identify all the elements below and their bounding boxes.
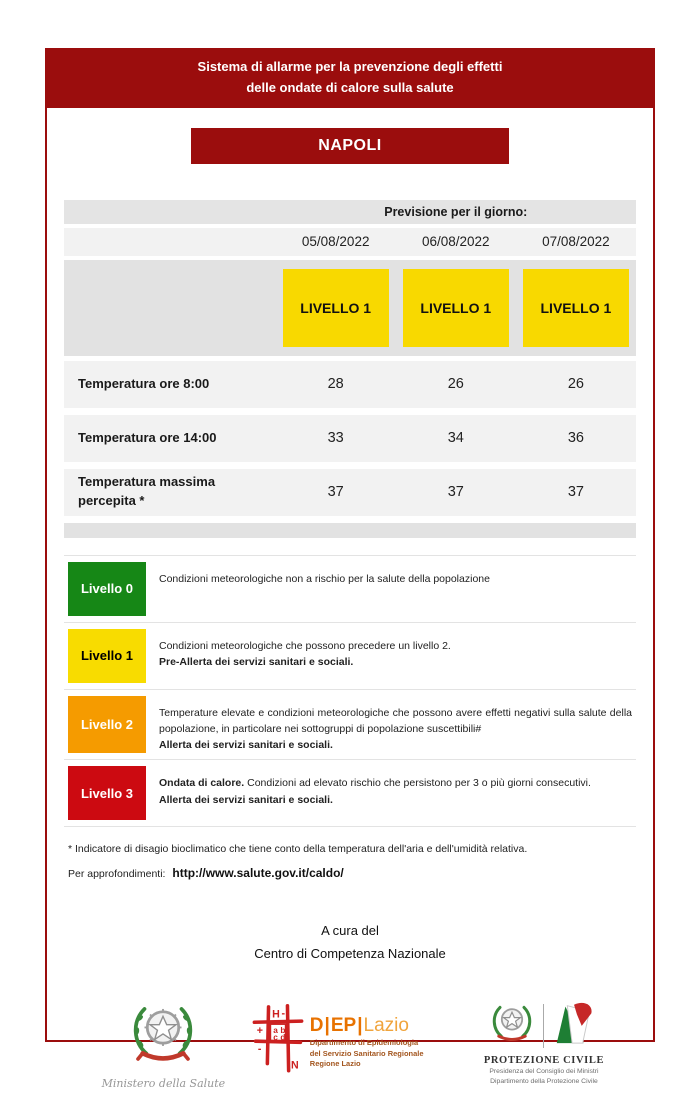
temp-0800-day3: 26 xyxy=(567,376,584,393)
row-label-temp-0800: Temperatura ore 8:00 xyxy=(78,375,210,391)
level-cell-1 xyxy=(276,269,396,347)
level-cell-2 xyxy=(396,269,516,347)
forecast-date-3: 07/08/2022 xyxy=(542,234,610,250)
svg-text:-: - xyxy=(281,1007,285,1020)
legend-desc-livello-1 xyxy=(159,629,632,683)
protezione-civile-sub xyxy=(463,1067,625,1086)
svg-text:+: + xyxy=(256,1025,263,1038)
table-row-temp-1400 xyxy=(64,415,636,462)
temp-0800-day1: 28 xyxy=(327,376,344,393)
ministero-salute-logo xyxy=(75,996,252,1090)
level-cell-3 xyxy=(516,269,636,347)
table-row-temp-max xyxy=(64,469,636,516)
document-title-bar xyxy=(47,50,653,108)
bulletin-document xyxy=(45,48,655,1090)
legend-desc-text: Condizioni meteorologiche non a rischio per la salute della popolazione xyxy=(159,572,490,585)
legend-desc-bold: Allerta dei servizi sanitari e sociali. xyxy=(159,793,333,806)
temp-1400-day2: 34 xyxy=(447,430,464,447)
dep-letter-d: D xyxy=(309,1015,324,1037)
protezione-civile-label: PROTEZIONE CIVILE xyxy=(483,1055,605,1067)
legend-desc-text: Condizioni ad elevato rischio che persistono per 3 o più giorni consecutivi. xyxy=(247,777,591,790)
level-badge-day1: LIVELLO 1 xyxy=(283,269,389,347)
credits-line-2: Centro di Competenza Nazionale xyxy=(254,946,446,962)
legend-desc-bold: Pre-Allerta dei servizi sanitari e sociali. xyxy=(159,655,354,668)
forecast-dates-row xyxy=(64,228,636,256)
svg-text:N: N xyxy=(290,1059,299,1072)
forecast-date-2: 06/08/2022 xyxy=(422,234,490,250)
legend-row-livello-0 xyxy=(64,555,636,622)
dep-letters-ep: EP xyxy=(330,1015,357,1037)
svg-text:a: a xyxy=(273,1026,278,1036)
legend-desc-lead-bold: Ondata di calore. xyxy=(159,777,245,790)
table-row-temp-0800 xyxy=(64,361,636,408)
more-info-url: http://www.salute.gov.it/caldo/ xyxy=(172,866,344,881)
asterisk-footnote: * Indicatore di disagio bioclimatico che tiene conto della temperatura dell'aria e dell'umidità relativa. xyxy=(68,843,528,856)
protezione-civile-logo xyxy=(463,999,625,1086)
forecast-table xyxy=(64,200,636,538)
pc-sub-1: Presidenza del Consiglio dei Ministri xyxy=(489,1068,599,1076)
legend-badge-livello-1: Livello 1 xyxy=(68,629,146,683)
tricolor-flame-icon xyxy=(551,999,599,1052)
levels-legend xyxy=(64,555,636,828)
legend-badge-livello-0: Livello 0 xyxy=(68,562,146,616)
vertical-divider xyxy=(543,1004,544,1048)
legend-desc-bold: Allerta dei servizi sanitari e sociali. xyxy=(159,739,333,752)
forecast-date-1: 05/08/2022 xyxy=(301,234,370,250)
dep-sub-2: del Servizio Sanitario Regionale xyxy=(309,1048,424,1058)
dep-grid-icon xyxy=(252,1004,304,1081)
dep-lazio-wordmark xyxy=(310,1016,424,1035)
svg-text:H: H xyxy=(271,1008,280,1021)
level-badge-day3: LIVELLO 1 xyxy=(523,269,629,347)
legend-desc-text: Temperature elevate e condizioni meteorologiche che possono avere effetti negativi sulla salute della popolazione, in particolare nei sottogruppi di popolazione suscettibili# xyxy=(159,706,632,735)
temp-1400-day3: 36 xyxy=(567,430,584,447)
forecast-header-row xyxy=(64,200,636,224)
legend-desc-text: Condizioni meteorologiche che possono precedere un livello 2. xyxy=(159,639,451,652)
svg-text:d: d xyxy=(280,1033,286,1043)
row-label-temp-1400: Temperatura ore 14:00 xyxy=(78,429,217,445)
dep-bar: | xyxy=(357,1015,363,1037)
table-footer-bar xyxy=(64,523,636,538)
temp-max-day2: 37 xyxy=(447,484,464,501)
temp-0800-day2: 26 xyxy=(447,376,464,393)
dep-sub-1: Dipartimento di Epidemiologia xyxy=(309,1038,419,1048)
more-info-label: Per approfondimenti: xyxy=(68,868,166,881)
dep-lazio-text xyxy=(310,1004,424,1068)
temp-max-day3: 37 xyxy=(567,484,584,501)
svg-text:b: b xyxy=(280,1026,286,1036)
svg-text:c: c xyxy=(273,1033,278,1043)
title-line-1: Sistema di allarme per la prevenzione degli effetti xyxy=(197,59,503,74)
row-label-temp-max: Temperatura massima percepita * xyxy=(78,474,216,509)
dep-bar: | xyxy=(324,1015,330,1037)
svg-text:-: - xyxy=(257,1043,262,1056)
legend-desc-livello-3 xyxy=(159,766,632,820)
ministero-salute-label: Ministero della Salute xyxy=(101,1076,226,1090)
level-badge-day2: LIVELLO 1 xyxy=(403,269,509,347)
legend-row-livello-3 xyxy=(64,759,636,827)
italy-emblem-small-icon xyxy=(488,999,536,1052)
pc-sub-2: Dipartimento della Protezione Civile xyxy=(490,1077,598,1085)
title-line-2: delle ondate di calore sulla salute xyxy=(246,79,454,95)
dep-lazio-word: Lazio xyxy=(363,1015,409,1037)
legend-badge-livello-3: Livello 3 xyxy=(68,766,146,820)
dep-sub-lines xyxy=(310,1038,424,1068)
more-info-line xyxy=(68,866,632,880)
city-banner: NAPOLI xyxy=(191,128,509,164)
legend-desc-livello-2 xyxy=(159,696,632,754)
italy-emblem-icon xyxy=(126,1057,200,1074)
dep-sub-3: Regione Lazio xyxy=(309,1058,361,1068)
legend-badge-livello-2: Livello 2 xyxy=(68,696,146,754)
credits-block xyxy=(47,920,653,966)
credits-line-1: A cura del xyxy=(321,923,379,939)
legend-desc-livello-0 xyxy=(159,562,632,616)
dep-lazio-logo xyxy=(252,1004,463,1081)
legend-row-livello-1 xyxy=(64,622,636,689)
legend-row-livello-2 xyxy=(64,689,636,760)
protezione-civile-marks xyxy=(463,999,625,1052)
temp-max-day1: 37 xyxy=(327,484,344,501)
forecast-levels-row xyxy=(64,260,636,356)
spacer-cell xyxy=(64,269,276,347)
forecast-header-label: Previsione per il giorno: xyxy=(384,204,528,219)
temp-1400-day1: 33 xyxy=(327,430,344,447)
logos-row xyxy=(75,996,625,1090)
